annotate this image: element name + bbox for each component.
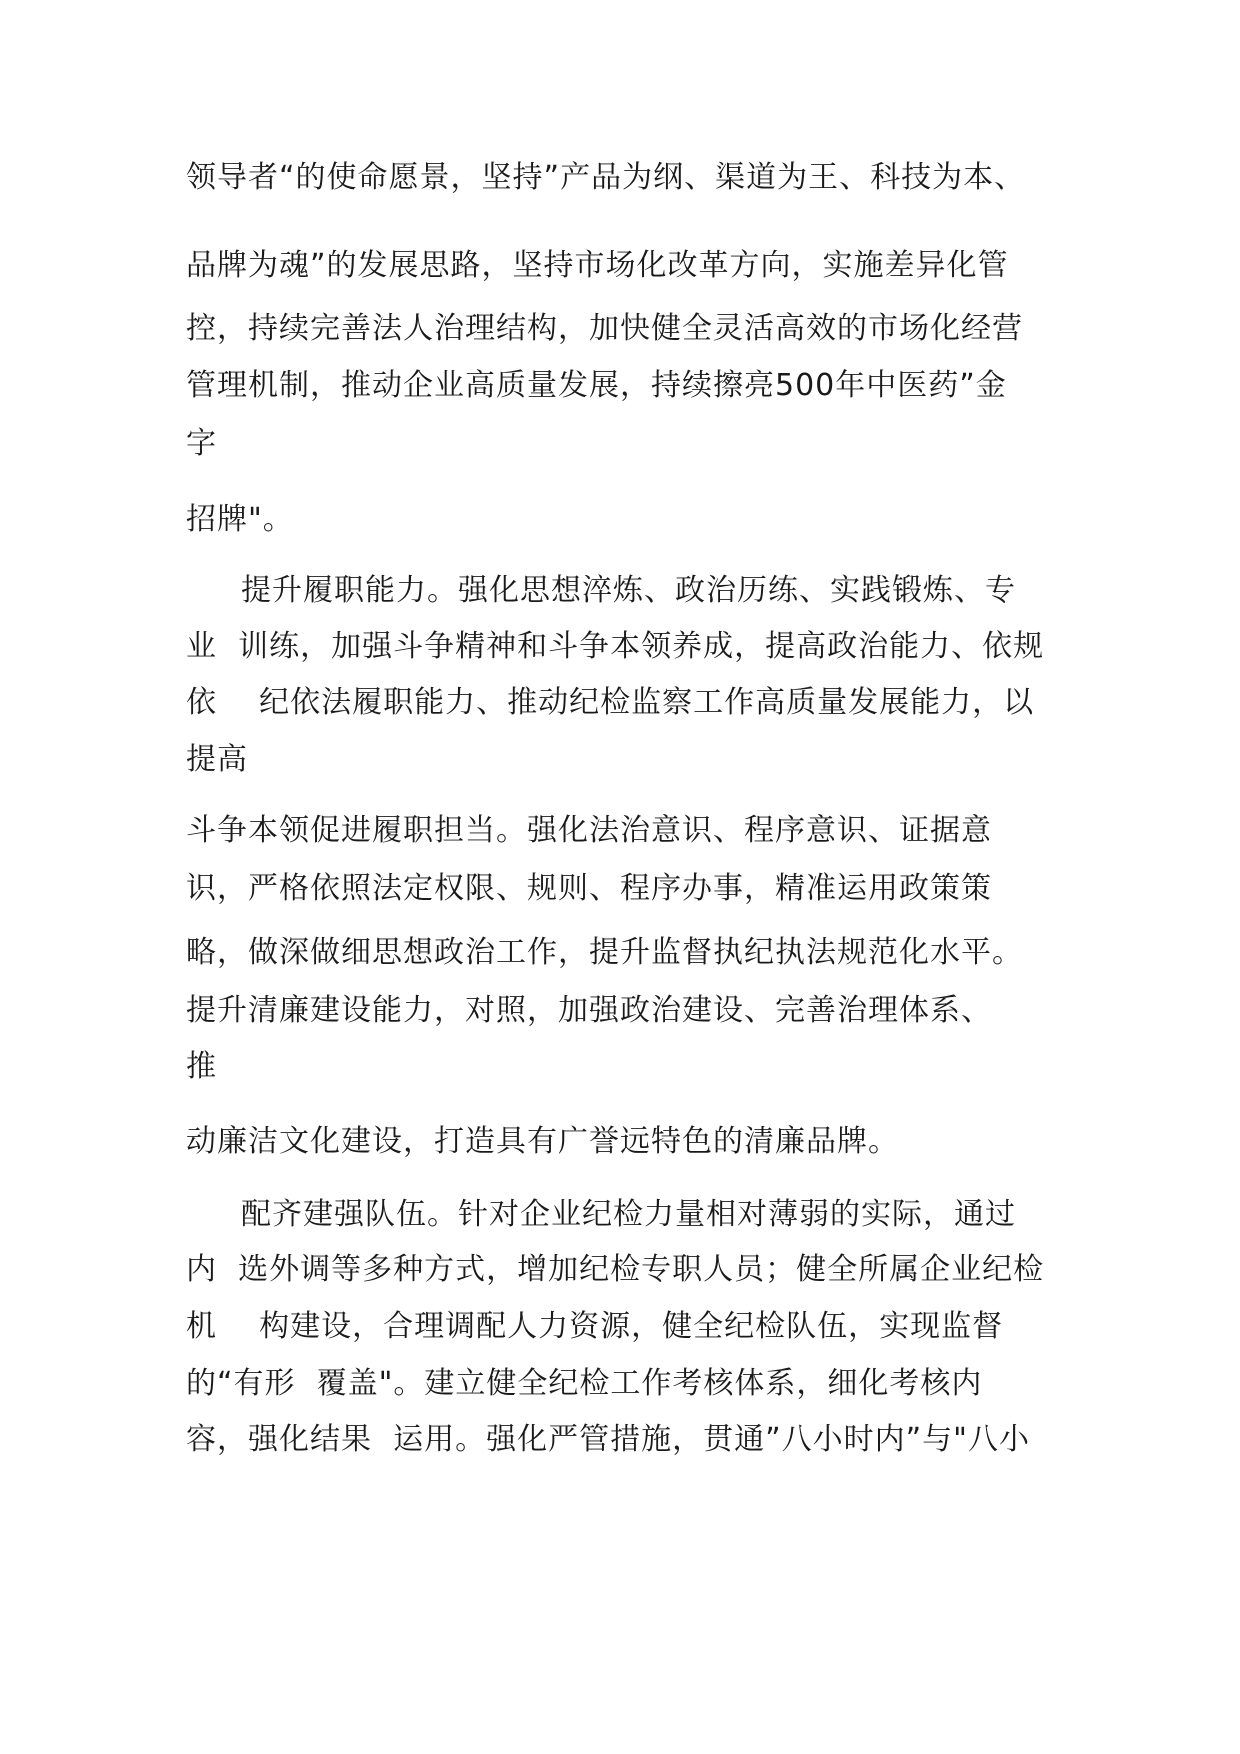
text-line: 领导者“的使命愿景，坚持”产品为纲、渠道为王、科技为本、	[186, 160, 1026, 195]
text-line: 斗争本领促进履职担当。强化法治意识、程序意识、证据意	[186, 813, 992, 848]
text-line: 管理机制，推动企业高质量发展，持续擦亮500年中医药”金	[186, 368, 1007, 403]
text-line: 业 训练，加强斗争精神和斗争本领养成，提高政治能力、依规	[186, 629, 1045, 664]
text-line: 推	[186, 1049, 217, 1084]
text-line: 容，强化结果 运用。强化严管措施，贯通”八小时内”与"八小	[186, 1422, 1030, 1457]
text-line: 提升清廉建设能力，对照，加强政治建设、完善治理体系、	[186, 993, 992, 1028]
text-line: 内 选外调等多种方式，增加纪检专职人员；健全所属企业纪检	[186, 1252, 1045, 1287]
text-line: 控，持续完善法人治理结构，加快健全灵活高效的市场化经营	[186, 311, 1023, 346]
text-line: 机 构建设，合理调配人力资源，健全纪检队伍，实现监督	[186, 1309, 1004, 1344]
text-line: 动廉洁文化建设，打造具有广誉远特色的清廉品牌。	[186, 1124, 899, 1159]
text-line: 提高	[186, 742, 248, 777]
text-line: 依 纪依法履职能力、推动纪检监察工作高质量发展能力，以	[186, 685, 1035, 720]
paragraph-first-line: 提升履职能力。强化思想淬炼、政治历练、实践锻炼、专	[241, 573, 1016, 608]
text-line: 招牌"。	[186, 502, 294, 537]
text-line: 品牌为魂”的发展思路，坚持市场化改革方向，实施差异化管	[186, 248, 1009, 283]
text-line: 略，做深做细思想政治工作，提升监督执纪执法规范化水平。	[186, 935, 1023, 970]
text-line: 的“有形 覆盖"。建立健全纪检工作考核体系，细化考核内	[186, 1366, 983, 1401]
paragraph-first-line: 配齐建强队伍。针对企业纪检力量相对薄弱的实际，通过	[241, 1197, 1016, 1232]
text-line: 识，严格依照法定权限、规则、程序办事，精准运用政策策	[186, 871, 992, 906]
text-line: 字	[186, 426, 217, 461]
